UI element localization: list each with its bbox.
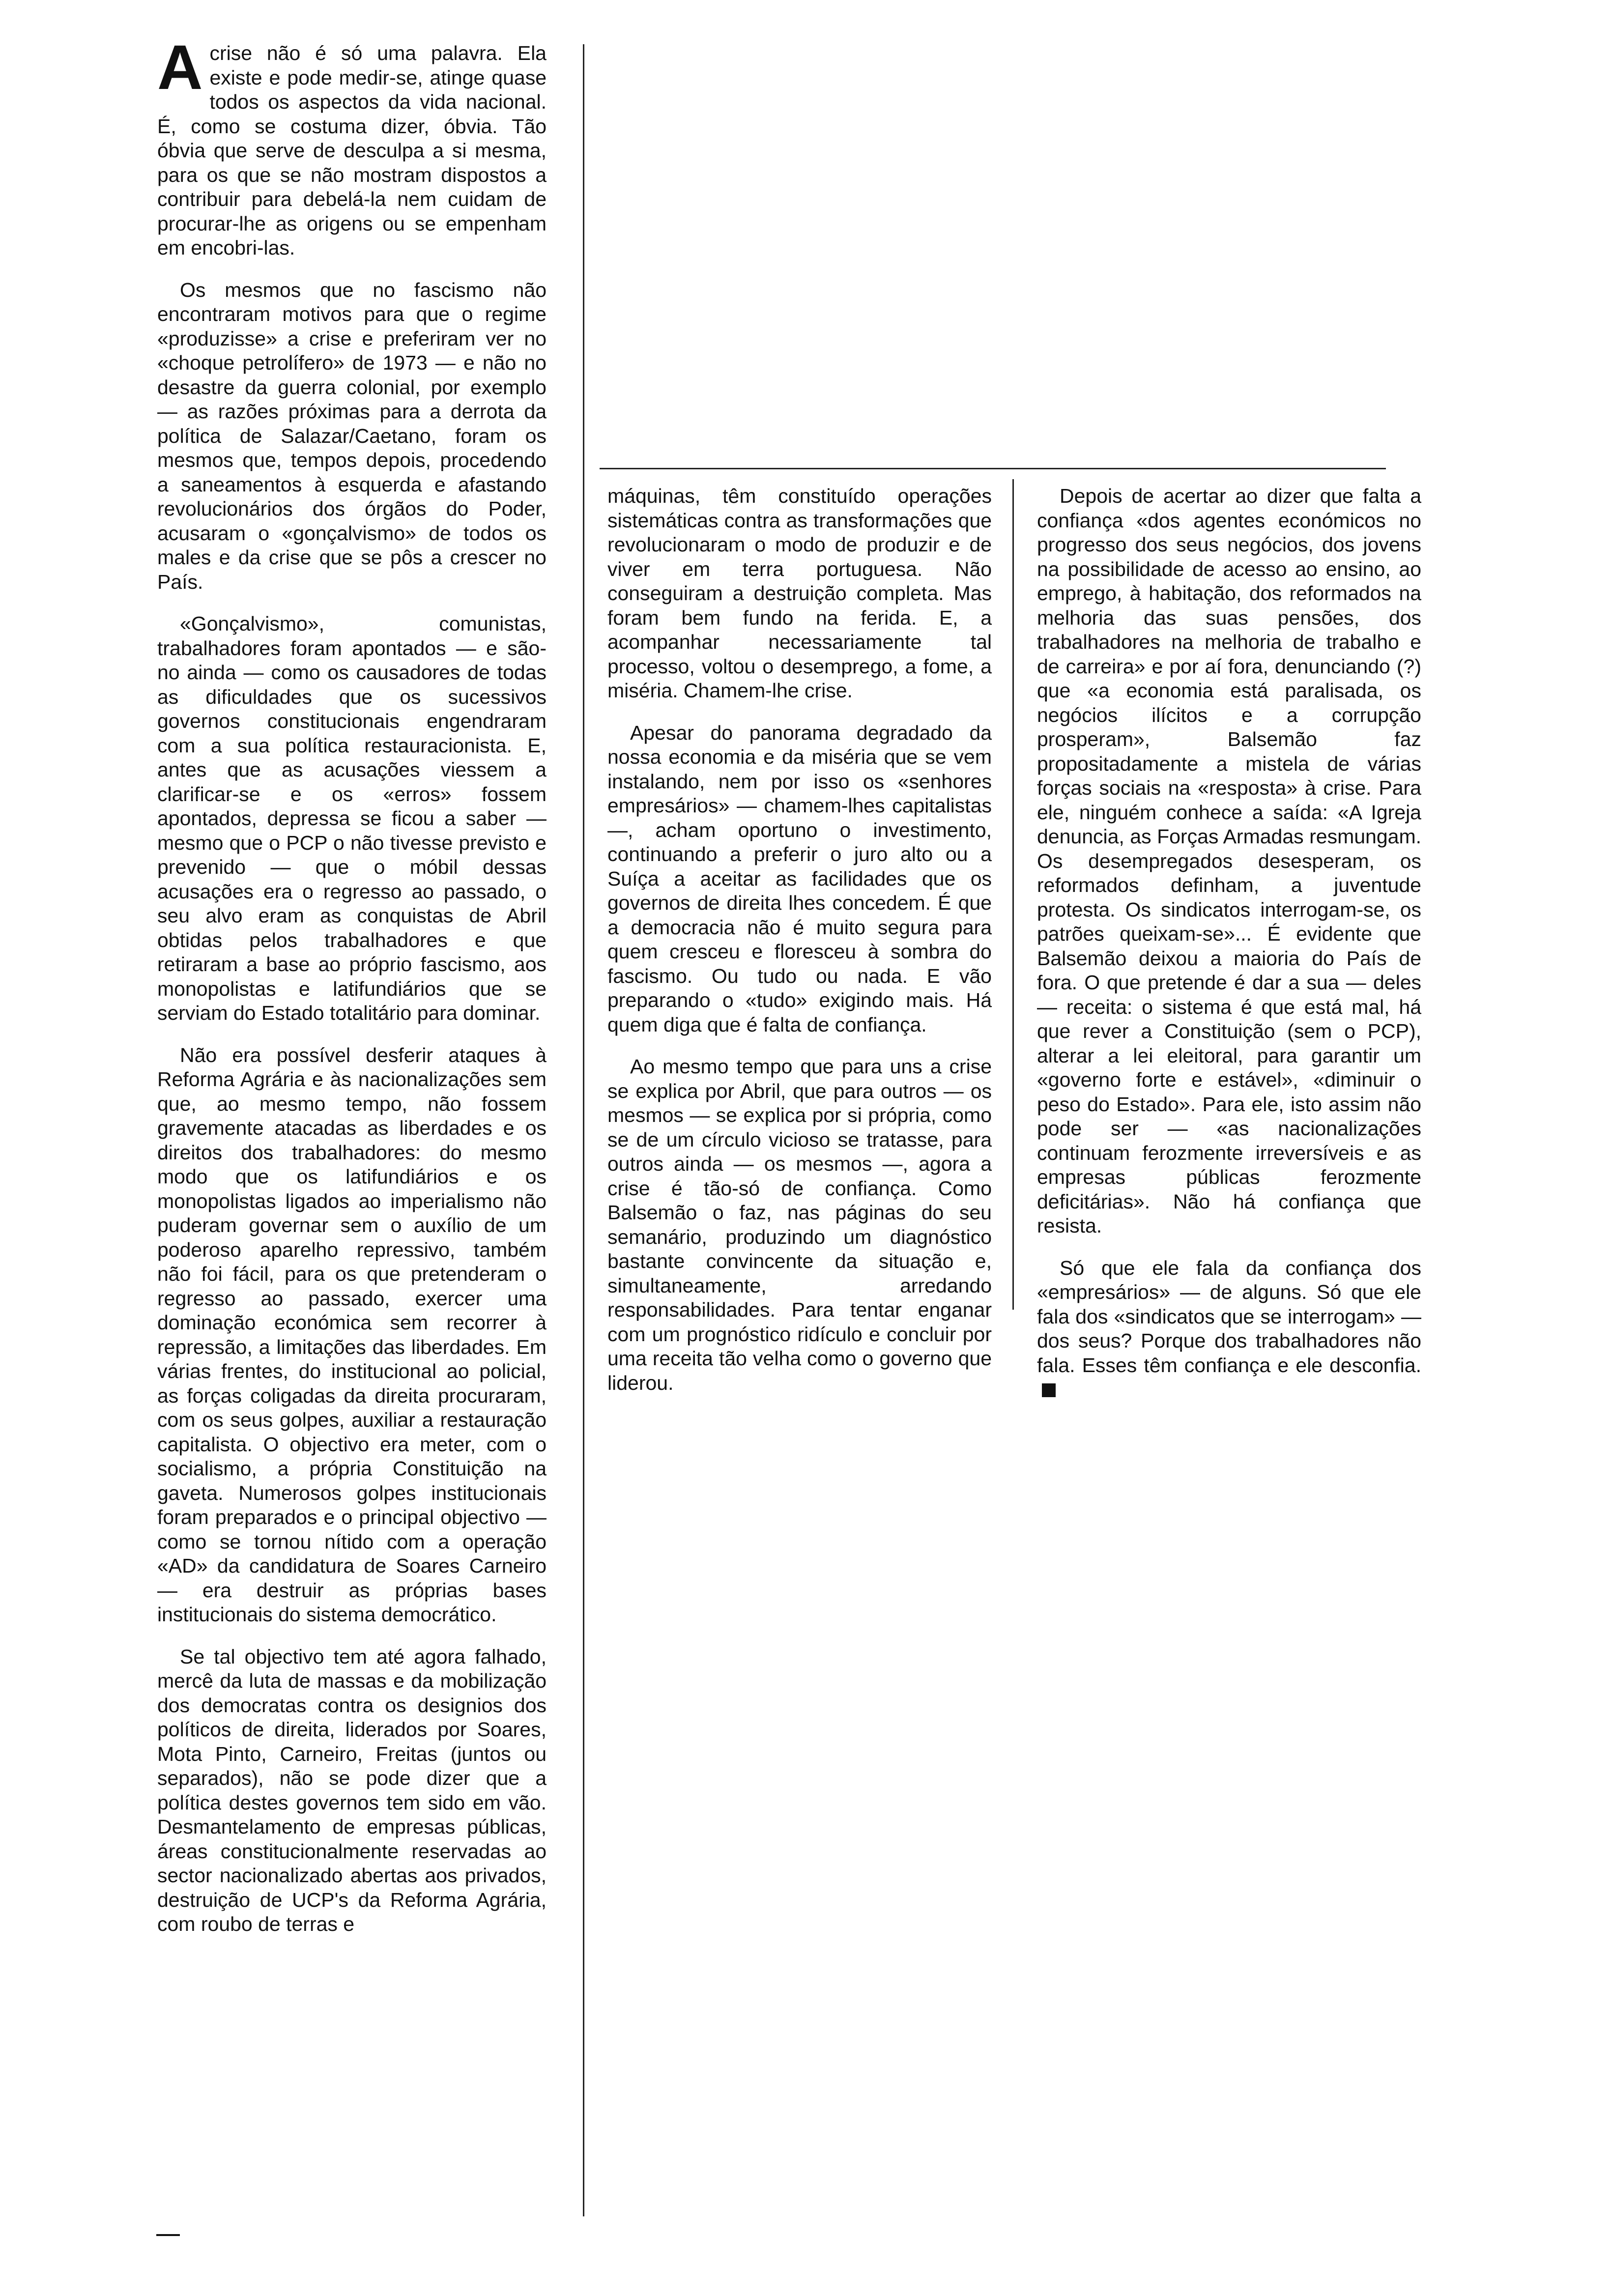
article-column-2 xyxy=(607,484,992,1413)
paragraph: Ao mesmo tempo que para uns a crise se explica por Abril, que para outros — os mesmos — se explica por si própria, como se de um círculo vicioso se tratasse, para outros ainda — os mesmos —, agora a crise é tão-só de confiança. Como Balsemão o faz, nas páginas do seu semanário, produzindo um diagnóstico bastante convincente da situação e, simultaneamente, arredando responsabilidades. Para tentar enganar com um prognóstico ridículo e concluir por uma receita tão velha como o governo que liderou. xyxy=(607,1055,992,1394)
end-mark-icon xyxy=(1042,1383,1056,1397)
paragraph: Só que ele fala da confiança dos «empresários» — de alguns. Só que ele fala dos «sindicatos que se interrogam» — dos seus? Porque dos trabalhadores não fala. Esses têm confiança e ele desconfia. xyxy=(1037,1256,1421,1402)
paragraph: Não era possível desferir ataques à Reforma Agrária e às nacionalizações sem que, ao mesmo tempo, não fossem gravemente atacadas as liberdades e os direitos dos trabalhadores: do mesmo modo que os latifundiários e os monopolistas ligados ao imperialismo não puderam governar sem o auxílio de um poderoso aparelho repressivo, também não foi fácil, para os que pretenderam o regresso ao passado, exercer uma dominação económica sem recorrer à repressão, a limitações das liberdades. Em várias frentes, do institucional ao policial, as forças coligadas da direita procuraram, com os seus golpes, auxiliar a restauração capitalista. O objectivo era meter, com o socialismo, a própria Constituição na gaveta. Numerosos golpes institucionais foram preparados e o principal objectivo — como se tornou nítido com a operação «AD» da candidatura de Soares Carneiro — era destruir as próprias bases institucionais do sistema democrático. xyxy=(157,1043,547,1626)
top-rule xyxy=(600,468,1386,469)
column-rule xyxy=(1012,479,1014,1310)
page-mark xyxy=(156,2234,180,2236)
paragraph: Depois de acertar ao dizer que falta a confiança «dos agentes económicos no progresso dos seus negócios, dos jovens na possibilidade de acesso ao ensino, ao emprego, à habitação, dos reformados na melhoria das suas pensões, dos trabalhadores na melhoria de trabalho e de carreira» e por aí fora, denunciando (?) que «a economia está paralisada, os negócios ilícitos e a corrupção prosperam», Balsemão faz propositadamente a mistela de várias forças sociais na «resposta» à crise. Para ele, ninguém conhece a saída: «A Igreja denuncia, as Forças Armadas resmungam. Os desempregados desesperam, os reformados definham, a juventude protesta. Os sindicatos interrogam-se, os patrões queixam-se»... É evidente que Balsemão deixou a maioria do País de fora. O que pretende é dar a sua — deles — receita: o sistema é que está mal, há que rever a Constituição (sem o PCP), alterar a lei eleitoral, para garantir um «governo forte e estável», «diminuir o peso do Estado». Para ele, isto assim não pode ser — «as nacionalizações continuam ferozmente irreversíveis e as empresas públicas ferozmente deficitárias». Não há confiança que resista. xyxy=(1037,485,1421,1237)
paragraph: «Gonçalvismo», comunistas, trabalhadores foram apontados — e são-no ainda — como os causadores de todas as dificuldades que os sucessivos governos constitucionais engendraram com a sua política restauracionista. E, antes que as acusações viessem a clarificar-se e os «erros» fossem apontados, depressa se ficou a saber — mesmo que o PCP o não tivesse previsto e prevenido — que o móbil dessas acusações era o regresso ao passado, o seu alvo eram as conquistas de Abril obtidas pelos trabalhadores e que retiraram a base ao próprio fascismo, aos monopolistas e latifundiários que se serviam do Estado totalitário para dominar. xyxy=(157,612,547,1024)
paragraph: Acrise não é só uma palavra. Ela existe e pode medir-se, atinge quase todos os aspectos da vida nacional. É, como se costuma dizer, óbvia. Tão óbvia que serve de desculpa a si mesma, para os que se não mostram dispostos a contribuir para debelá-la nem cuidam de procurar-lhe as origens ou se empenham em encobri-las. xyxy=(157,32,547,259)
article-column-3 xyxy=(1037,484,1421,1420)
column-rule xyxy=(583,44,584,2216)
drop-cap: A xyxy=(157,32,203,103)
paragraph: Apesar do panorama degradado da nossa economia e da miséria que se vem instalando, nem por isso os «senhores empresários» — chamem-lhes capitalistas —, acham oportuno o investimento, continuando a preferir o juro alto ou a Suíça a aceitar as facilidades que os governos de direita lhes concedem. É que a democracia não é muito segura para quem cresceu e floresceu à sombra do fascismo. Ou tudo ou nada. E vão preparando o «tudo» exigindo mais. Há quem diga que é falta de confiança. xyxy=(607,721,992,1036)
paragraph: Se tal objectivo tem até agora falhado, mercê da luta de massas e da mobilização dos democratas contra os designios dos políticos de direita, liderados por Soares, Mota Pinto, Carneiro, Freitas (juntos ou separados), não se pode dizer que a política destes governos tem sido em vão. Desmantelamento de empresas públicas, áreas constitucionalmente reservadas ao sector nacionalizado abertas aos privados, destruição de UCP's da Reforma Agrária, com roubo de terras e xyxy=(157,1645,547,1935)
paragraph: Os mesmos que no fascismo não encontraram motivos para que o regime «produzisse» a crise e preferiram ver no «choque petrolífero» de 1973 — e não no desastre da guerra colonial, por exemplo — as razões próximas para a derrota da política de Salazar/Caetano, foram os mesmos que, tempos depois, procedendo a saneamentos à esquerda e afastando revolucionários dos órgãos do Poder, acusaram o «gonçalvismo» de todos os males e da crise que se pôs a crescer no País. xyxy=(157,278,547,593)
paragraph: máquinas, têm constituído operações sistemáticas contra as transformações que revolucionaram o modo de produzir e de viver em terra portuguesa. Não conseguiram a destruição completa. Mas foram bem fundo na ferida. E, a acompanhar necessariamente tal processo, voltou o desemprego, a fome, a miséria. Chamem-lhe crise. xyxy=(607,485,992,702)
article-column-1 xyxy=(157,32,547,1954)
